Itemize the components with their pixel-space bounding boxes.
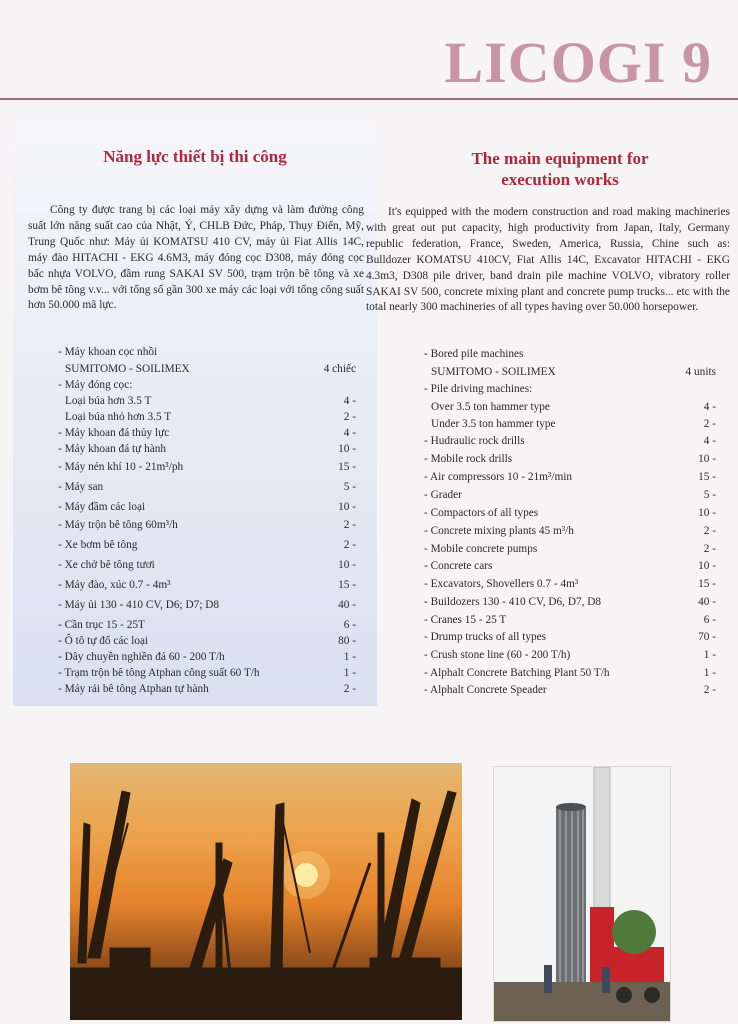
- equipment-quantity: 40 -: [338, 599, 356, 611]
- equipment-row: [58, 479, 356, 495]
- equipment-quantity: 2 -: [703, 525, 716, 537]
- equipment-quantity: 2 -: [703, 418, 716, 430]
- header-rule: [0, 98, 738, 100]
- equipment-row: [424, 469, 716, 485]
- equipment-row: [424, 487, 716, 503]
- equipment-row: [58, 665, 356, 681]
- equipment-row: [424, 346, 716, 362]
- equipment-quantity: 2 -: [703, 684, 716, 696]
- equipment-quantity: 10 -: [338, 443, 356, 455]
- equipment-quantity: 4 -: [703, 401, 716, 413]
- equipment-quantity: 4 chiếc: [323, 363, 356, 375]
- equipment-row: [58, 681, 356, 697]
- equipment-row: [58, 409, 356, 425]
- equipment-row: [58, 597, 356, 613]
- equipment-quantity: 4 -: [343, 427, 356, 439]
- equipment-label: - Mobile concrete pumps: [424, 543, 538, 555]
- equipment-row: [58, 377, 356, 393]
- equipment-quantity: 40 -: [698, 596, 716, 608]
- equipment-row: [424, 558, 716, 574]
- equipment-row: [58, 557, 356, 573]
- equipment-row: [424, 451, 716, 467]
- equipment-label: Under 3.5 ton hammer type: [431, 418, 556, 430]
- equipment-quantity: 1 -: [343, 667, 356, 679]
- equipment-row: [424, 523, 716, 539]
- equipment-row: [58, 517, 356, 533]
- equipment-row: [58, 649, 356, 665]
- equipment-label: - Máy đóng cọc:: [58, 379, 133, 391]
- equipment-label: - Máy đào, xúc 0.7 - 4m³: [58, 579, 171, 591]
- equipment-quantity: 70 -: [698, 631, 716, 643]
- equipment-quantity: 10 -: [698, 453, 716, 465]
- equipment-row: [424, 612, 716, 628]
- equipment-quantity: 1 -: [343, 651, 356, 663]
- equipment-quantity: 6 -: [343, 619, 356, 631]
- equipment-label: - Dây chuyền nghiền đá 60 - 200 T/h: [58, 651, 225, 663]
- equipment-row: [424, 629, 716, 645]
- equipment-label: - Xe bơm bê tông: [58, 539, 138, 551]
- equipment-label: - Trạm trộn bê tông Atphan công suất 60 T/h: [58, 667, 260, 679]
- equipment-label: - Máy khoan cọc nhồi: [58, 346, 158, 358]
- equipment-row: [58, 393, 356, 409]
- equipment-quantity: 5 -: [703, 489, 716, 501]
- equipment-row: [58, 441, 356, 457]
- brand-logo: LICOGI 9: [444, 30, 712, 95]
- equipment-label: - Cranes 15 - 25 T: [424, 614, 507, 626]
- cranes-sunset-photo: [70, 763, 462, 1020]
- equipment-quantity: 2 -: [703, 543, 716, 555]
- equipment-label: - Máy ủi 130 - 410 CV, D6; D7; D8: [58, 599, 220, 611]
- equipment-label: - Ô tô tự đổ các loại: [58, 635, 149, 647]
- intro-vietnamese: Công ty được trang bị các loại máy xây dựng và làm đường công suất lớn năng suất cao của Nhật, Ý, CHLB Đức, Pháp, Thụy Điển, Mỹ, Trung Quốc như: Máy ủi KOMATSU 410 CV, máy ủi Fiat Allis 14C, máy đào HITACHI - EKG 4.6M3, máy đóng cọc D308, máy đóng cọc bấc nhựa VOLVO, đầm rung SAKAI SV 500, trạm trộn bê tông và xe bơm bê tông v.v... với tổng số gần 300 xe máy các loại với tổng công suất hơn 50.000 mã lực.: [28, 204, 364, 312]
- equipment-row: [424, 576, 716, 592]
- equipment-label: - Alphalt Concrete Batching Plant 50 T/h: [424, 667, 610, 679]
- equipment-row: [58, 361, 356, 377]
- equipment-quantity: 15 -: [698, 578, 716, 590]
- equipment-label: - Concrete cars: [424, 560, 493, 572]
- equipment-row: [424, 541, 716, 557]
- equipment-row: [58, 459, 356, 475]
- equipment-label: - Compactors of all types: [424, 507, 539, 519]
- equipment-row: [424, 505, 716, 521]
- equipment-row: [424, 682, 716, 698]
- equipment-label: - Excavators, Shovellers 0.7 - 4m³: [424, 578, 579, 590]
- equipment-label: SUMITOMO - SOILIMEX: [65, 363, 190, 375]
- heading-vietnamese: Năng lực thiết bị thi công: [103, 147, 287, 166]
- equipment-row: [58, 577, 356, 593]
- equipment-quantity: 2 -: [343, 411, 356, 423]
- equipment-label: - Grader: [424, 489, 462, 501]
- equipment-quantity: 1 -: [703, 649, 716, 661]
- equipment-quantity: 10 -: [338, 501, 356, 513]
- equipment-label: - Máy san: [58, 481, 104, 493]
- equipment-label: - Bored pile machines: [424, 348, 524, 360]
- heading-english: [400, 148, 720, 190]
- heading-english-line1: The main equipment for: [471, 149, 649, 168]
- equipment-label: Loại búa hơn 3.5 T: [65, 395, 152, 407]
- equipment-quantity: 15 -: [338, 461, 356, 473]
- equipment-label: - Máy nén khí 10 - 21m³/ph: [58, 461, 184, 473]
- equipment-label: - Xe chở bê tông tươi: [58, 559, 155, 571]
- equipment-label: - Máy khoan đá tự hành: [58, 443, 167, 455]
- equipment-quantity: 4 -: [343, 395, 356, 407]
- equipment-label: - Alphalt Concrete Speader: [424, 684, 547, 696]
- equipment-row: [58, 633, 356, 649]
- equipment-label: - Pile driving machines:: [424, 383, 533, 395]
- equipment-row: [58, 425, 356, 441]
- intro-english: It's equipped with the modern construction and road making machineries with great out put capacity, high productivity from Japan, Italy, Germany republic federation, France, Sweden, America, Russia, Chine such as: Bulldozer KOMATSU 410CV, Fiat Allis 14C, Excavator HITACHI - EKG 4.3m3, D308 pile driver, band drain pile machine VOLVO, vibratory roller SAKAI SV 500, concrete mixing plant and concrete pump trucks... etc with the total nearly 300 machineries of all types having over 50.000 horsepower.: [366, 206, 730, 314]
- equipment-label: Loại búa nhỏ hơn 3.5 T: [65, 411, 172, 423]
- equipment-label: - Air compressors 10 - 21m³/min: [424, 471, 573, 483]
- equipment-label: - Crush stone line (60 - 200 T/h): [424, 649, 571, 661]
- equipment-row: [424, 381, 716, 397]
- equipment-label: - Buildozers 130 - 410 CV, D6, D7, D8: [424, 596, 602, 608]
- equipment-quantity: 2 -: [343, 519, 356, 531]
- equipment-quantity: 1 -: [703, 667, 716, 679]
- equipment-label: - Hudraulic rock drills: [424, 435, 525, 447]
- equipment-row: [58, 617, 356, 633]
- equipment-quantity: 6 -: [703, 614, 716, 626]
- equipment-row: [424, 364, 716, 380]
- heading-english-line2: execution works: [501, 170, 619, 189]
- equipment-label: - Mobile rock drills: [424, 453, 513, 465]
- equipment-quantity: 2 -: [343, 683, 356, 695]
- equipment-label: SUMITOMO - SOILIMEX: [431, 366, 556, 378]
- pile-driver-photo: [493, 766, 671, 1022]
- equipment-label: - Máy đầm các loại: [58, 501, 146, 513]
- equipment-quantity: 10 -: [338, 559, 356, 571]
- equipment-quantity: 2 -: [343, 539, 356, 551]
- equipment-quantity: 4 units: [685, 366, 716, 378]
- equipment-quantity: 10 -: [698, 560, 716, 572]
- equipment-row: [424, 416, 716, 432]
- equipment-quantity: 15 -: [698, 471, 716, 483]
- equipment-quantity: 5 -: [343, 481, 356, 493]
- equipment-row: [424, 399, 716, 415]
- equipment-label: - Máy rải bê tông Atphan tự hành: [58, 683, 209, 695]
- equipment-row: [424, 433, 716, 449]
- equipment-label: - Máy trộn bê tông 60m³/h: [58, 519, 178, 531]
- equipment-row: [58, 344, 356, 360]
- equipment-row: [424, 647, 716, 663]
- equipment-quantity: 10 -: [698, 507, 716, 519]
- equipment-quantity: 4 -: [703, 435, 716, 447]
- equipment-quantity: 15 -: [338, 579, 356, 591]
- equipment-row: [424, 665, 716, 681]
- equipment-label: - Drump trucks of all types: [424, 631, 547, 643]
- equipment-label: - Cần trục 15 - 25T: [58, 619, 145, 631]
- equipment-label: - Máy khoan đá thủy lực: [58, 427, 170, 439]
- equipment-row: [424, 594, 716, 610]
- equipment-label: Over 3.5 ton hammer type: [431, 401, 550, 413]
- equipment-row: [58, 537, 356, 553]
- equipment-row: [58, 499, 356, 515]
- equipment-label: - Concrete mixing plants 45 m³/h: [424, 525, 574, 537]
- equipment-quantity: 80 -: [338, 635, 356, 647]
